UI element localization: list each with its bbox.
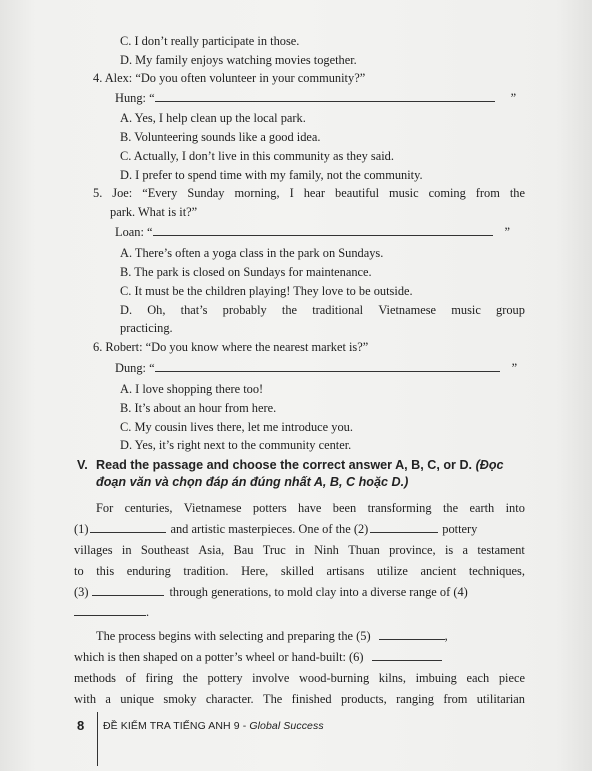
word: of bbox=[125, 671, 136, 685]
word: Joe: bbox=[112, 186, 133, 200]
passage-p1-line1 bbox=[96, 500, 525, 516]
word: province, bbox=[389, 543, 436, 557]
q6-blank[interactable] bbox=[155, 361, 500, 372]
word: that’s bbox=[180, 303, 208, 317]
q5-prompt-line1 bbox=[93, 185, 525, 201]
word: this bbox=[96, 564, 115, 578]
book-series: Global Success bbox=[249, 720, 324, 732]
word: D. bbox=[120, 303, 133, 317]
q5-close-quote: ” bbox=[504, 225, 510, 239]
word: artisans bbox=[326, 564, 365, 578]
q5-option-d-line1 bbox=[120, 302, 525, 318]
word: Vietnamese bbox=[378, 303, 437, 317]
word: skilled bbox=[280, 564, 314, 578]
word: utilize bbox=[376, 564, 408, 578]
section-v-title-text: Read the passage and choose the correct answer A, B, C, or D. bbox=[96, 458, 473, 472]
q5-option-a: A. There’s often a yoga class in the park on Sundays. bbox=[120, 246, 384, 260]
q4-close-quote: ” bbox=[510, 91, 517, 105]
passage-text: through generations, to mold clay into a diverse range of (4) bbox=[169, 585, 468, 599]
passage-text: which is then shaped on a potter’s wheel or hand-built: (6) bbox=[74, 650, 364, 664]
q5-option-d-line2: practicing. bbox=[120, 321, 173, 335]
blank-1[interactable] bbox=[90, 522, 166, 533]
word: enduring bbox=[126, 564, 171, 578]
section-v-title-line1 bbox=[96, 457, 504, 474]
word: centuries, bbox=[124, 501, 173, 515]
passage-p2-line3 bbox=[74, 670, 525, 686]
word: in bbox=[295, 543, 305, 557]
word: character. bbox=[205, 692, 254, 706]
word: transforming bbox=[367, 501, 432, 515]
word: to bbox=[74, 564, 84, 578]
word: testament bbox=[477, 543, 525, 557]
word: been bbox=[332, 501, 357, 515]
word: piece bbox=[498, 671, 525, 685]
word: earth bbox=[469, 501, 495, 515]
word: into bbox=[505, 501, 525, 515]
q3-option-c: C. I don’t really participate in those. bbox=[120, 34, 300, 48]
q5-answer-line bbox=[115, 224, 525, 240]
word: wood-burning bbox=[298, 671, 370, 685]
word: beautiful bbox=[335, 186, 380, 200]
q6-close-quote: ” bbox=[511, 361, 518, 375]
word: the bbox=[281, 303, 298, 317]
word: the bbox=[509, 186, 525, 200]
word: from bbox=[443, 692, 468, 706]
word: ancient bbox=[420, 564, 457, 578]
word: ranging bbox=[396, 692, 434, 706]
word: is bbox=[444, 543, 454, 557]
q4-option-b: B. Volunteering sounds like a good idea. bbox=[120, 130, 321, 144]
passage-text: pottery bbox=[442, 522, 478, 536]
q5-prompt-line2: park. What is it?” bbox=[110, 205, 198, 219]
word: Oh, bbox=[147, 303, 166, 317]
blank-5[interactable] bbox=[379, 629, 445, 640]
passage-p1-line2 bbox=[74, 521, 525, 537]
word: pottery bbox=[207, 671, 243, 685]
q5-blank[interactable] bbox=[153, 225, 493, 236]
passage-text: The process begins with selecting and preparing the (5) bbox=[96, 629, 371, 643]
word: Sunday bbox=[187, 186, 225, 200]
word: hear bbox=[303, 186, 326, 200]
blank-label-1: (1) bbox=[74, 522, 89, 536]
q4-answer-line bbox=[115, 90, 525, 106]
blank-6[interactable] bbox=[372, 650, 442, 661]
word: smoky bbox=[163, 692, 197, 706]
word: each bbox=[466, 671, 490, 685]
q6-option-a: A. I love shopping there too! bbox=[120, 382, 264, 396]
q6-option-b: B. It’s about an hour from here. bbox=[120, 401, 277, 415]
word: tradition. bbox=[183, 564, 229, 578]
q4-blank[interactable] bbox=[155, 91, 495, 102]
word: traditional bbox=[312, 303, 364, 317]
word: the bbox=[182, 671, 198, 685]
word: Asia, bbox=[198, 543, 225, 557]
q5-option-c: C. It must be the children playing! They love to be outside. bbox=[120, 284, 413, 298]
q5-responder: Loan: “ bbox=[115, 225, 153, 239]
word: morning, bbox=[234, 186, 280, 200]
q4-prompt: 4. Alex: “Do you often volunteer in your community?” bbox=[93, 71, 366, 85]
word: in bbox=[121, 543, 132, 557]
q5-option-b: B. The park is closed on Sundays for maintenance. bbox=[120, 265, 372, 279]
word: Ninh bbox=[314, 543, 339, 557]
word: methods bbox=[74, 671, 116, 685]
word: The bbox=[263, 692, 283, 706]
passage-text: , bbox=[444, 629, 448, 643]
passage-p2-line4 bbox=[74, 691, 525, 707]
page-number: 8 bbox=[77, 718, 85, 733]
passage-p2-line1 bbox=[96, 628, 525, 644]
word: from bbox=[475, 186, 500, 200]
passage-text: . bbox=[146, 605, 150, 619]
word: products, bbox=[340, 692, 387, 706]
word: Thuan bbox=[348, 543, 380, 557]
word: Southeast bbox=[140, 543, 190, 557]
section-v-title-vi-1: (Đọc bbox=[475, 458, 504, 472]
word: I bbox=[289, 186, 294, 200]
q4-option-c: C. Actually, I don’t live in this community as they said. bbox=[120, 149, 394, 163]
q6-prompt: 6. Robert: “Do you know where the nearest market is?” bbox=[93, 340, 369, 354]
section-v-title-line2 bbox=[96, 474, 408, 491]
blank-4[interactable] bbox=[74, 605, 146, 616]
passage-p1-line3 bbox=[74, 542, 525, 558]
q4-responder: Hung: “ bbox=[115, 91, 155, 105]
blank-3[interactable] bbox=[92, 585, 164, 596]
word: Here, bbox=[241, 564, 269, 578]
word: Vietnamese bbox=[183, 501, 242, 515]
word: villages bbox=[74, 543, 113, 557]
q6-responder: Dung: “ bbox=[115, 361, 155, 375]
word: kilns, bbox=[378, 671, 406, 685]
word: imbuing bbox=[415, 671, 457, 685]
word: a bbox=[105, 692, 111, 706]
q3-option-d: D. My family enjoys watching movies together. bbox=[120, 53, 357, 67]
word: coming bbox=[428, 186, 466, 200]
word: probably bbox=[222, 303, 267, 317]
word: “Every bbox=[142, 186, 178, 200]
word: finished bbox=[291, 692, 332, 706]
word: have bbox=[298, 501, 322, 515]
passage-p1-line5 bbox=[74, 584, 525, 600]
passage-p1-line4 bbox=[74, 563, 525, 579]
word: For bbox=[96, 501, 114, 515]
section-v-title-vi-2: đoạn văn và chọn đáp án đúng nhất A, B, C hoặc D.) bbox=[96, 475, 409, 489]
q4-option-a: A. Yes, I help clean up the local park. bbox=[120, 111, 306, 125]
word: potters bbox=[252, 501, 287, 515]
q4-option-d: D. I prefer to spend time with my family, not the community. bbox=[120, 168, 423, 182]
word: music bbox=[389, 186, 419, 200]
q6-answer-line bbox=[115, 360, 525, 376]
word: utilitarian bbox=[476, 692, 525, 706]
word: 5. bbox=[93, 186, 103, 200]
word: group bbox=[496, 303, 525, 317]
blank-2[interactable] bbox=[370, 522, 438, 533]
word: firing bbox=[145, 671, 174, 685]
book-title: ĐỀ KIỂM TRA TIẾNG ANH 9 - bbox=[103, 720, 250, 732]
word: with bbox=[74, 692, 97, 706]
footer-book-title bbox=[103, 720, 324, 732]
word: the bbox=[442, 501, 459, 515]
q6-option-c: C. My cousin lives there, let me introduce you. bbox=[120, 420, 353, 434]
word: involve bbox=[252, 671, 290, 685]
word: unique bbox=[120, 692, 155, 706]
passage-p1-line6 bbox=[74, 604, 149, 620]
blank-label-3: (3) bbox=[74, 585, 89, 599]
passage-p2-line2 bbox=[74, 649, 525, 665]
word: Truc bbox=[262, 543, 286, 557]
passage-text: and artistic masterpieces. One of the (2) bbox=[170, 522, 369, 536]
word: Bau bbox=[233, 543, 254, 557]
word: a bbox=[462, 543, 469, 557]
q6-option-d: D. Yes, it’s right next to the community center. bbox=[120, 438, 352, 452]
footer-divider bbox=[97, 712, 98, 766]
word: techniques, bbox=[468, 564, 525, 578]
section-v-number: V. bbox=[77, 458, 88, 472]
word: music bbox=[451, 303, 481, 317]
